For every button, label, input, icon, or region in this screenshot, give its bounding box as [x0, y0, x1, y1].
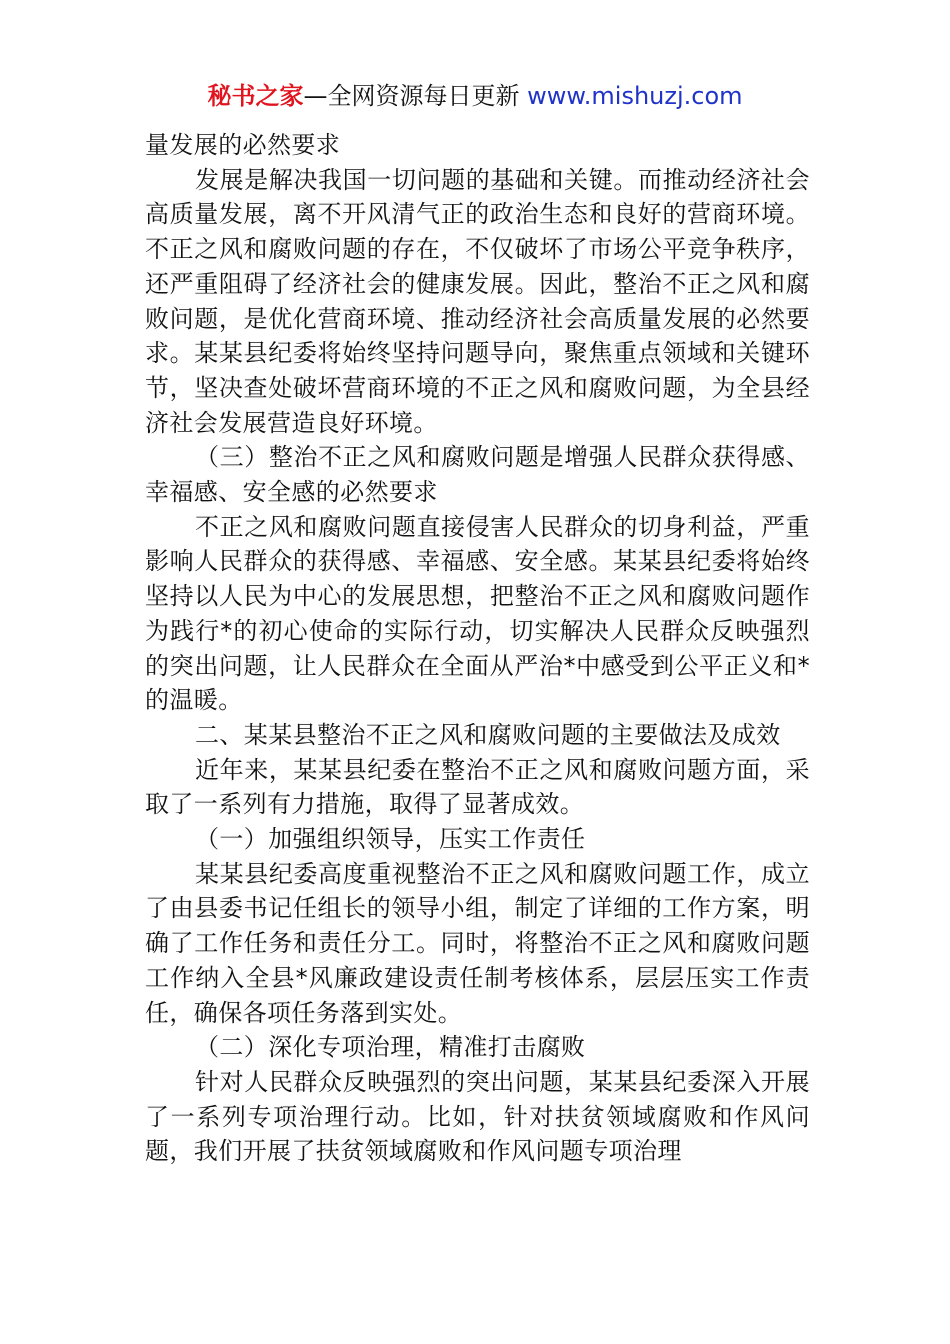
site-header [0, 79, 950, 113]
paragraph-heading-continuation: 量发展的必然要求 [145, 131, 341, 159]
section-heading: （二）深化专项治理，精准打击腐败 [195, 1033, 586, 1062]
site-url[interactable]: www.mishuzj.com [527, 82, 743, 110]
document-body [145, 128, 810, 1169]
section-heading: （三）整治不正之风和腐败问题是增强人民群众获得感、幸福感、安全感的必然要求 [145, 443, 810, 507]
site-tagline: —全网资源每日更新 [303, 82, 520, 110]
paragraph: 发展是解决我国一切问题的基础和关键。而推动经济社会高质量发展，离不开风清气正的政治生态和良好的营商环境。不正之风和腐败问题的存在，不仅破坏了市场公平竞争秩序，还严重阻碍了经济社会的健康发展。因此，整治不正之风和腐败问题，是优化营商环境、推动经济社会高质量发展的必然要求。某某县纪委将始终坚持问题导向，聚焦重点领域和关键环节，坚决查处破坏营商环境的不正之风和腐败问题，为全县经济社会发展营造良好环境。 [145, 165, 810, 437]
section-heading: 二、某某县整治不正之风和腐败问题的主要做法及成效 [195, 720, 781, 749]
paragraph: 不正之风和腐败问题直接侵害人民群众的切身利益，严重影响人民群众的获得感、幸福感、安全感。某某县纪委将始终坚持以人民为中心的发展思想，把整治不正之风和腐败问题作为践行*的初心使命的实际行动，切实解决人民群众反映强烈的突出问题，让人民群众在全面从严治*中感受到公平正义和*的温暖。 [145, 512, 810, 715]
paragraph: 某某县纪委高度重视整治不正之风和腐败问题工作，成立了由县委书记任组长的领导小组，制定了详细的工作方案，明确了工作任务和责任分工。同时，将整治不正之风和腐败问题工作纳入全县*风廉政建设责任制考核体系，层层压实工作责任，确保各项任务落到实处。 [145, 859, 810, 1027]
paragraph: 针对人民群众反映强烈的突出问题，某某县纪委深入开展了一系列专项治理行动。比如，针对扶贫领域腐败和作风问题，我们开展了扶贫领域腐败和作风问题专项治理 [145, 1067, 810, 1166]
site-brand: 秘书之家 [207, 82, 304, 110]
section-heading: （一）加强组织领导，压实工作责任 [195, 825, 586, 854]
paragraph: 近年来，某某县纪委在整治不正之风和腐败问题方面，采取了一系列有力措施，取得了显著成效。 [145, 755, 810, 819]
